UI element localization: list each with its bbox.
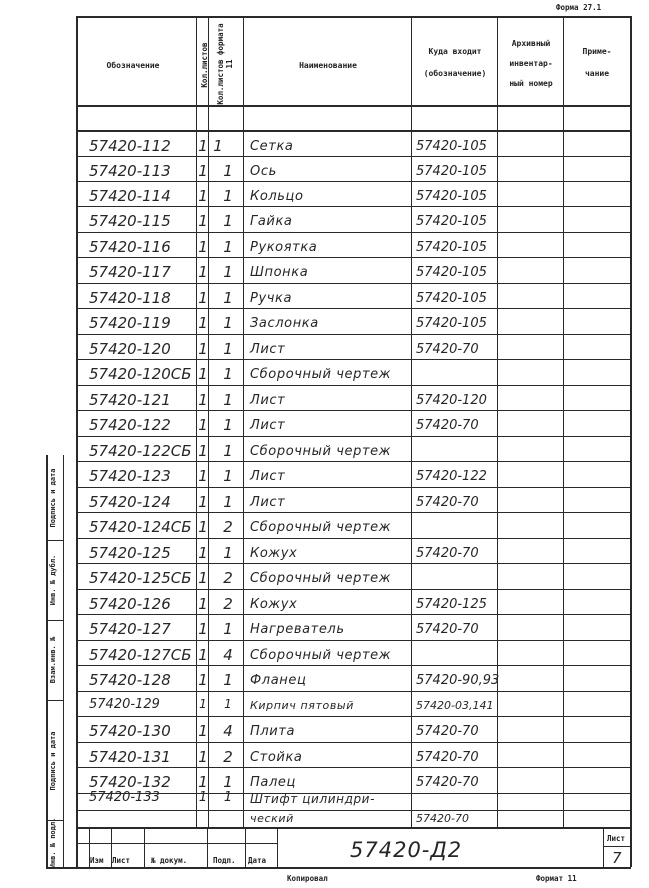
row-qty-format: 1 <box>213 137 223 155</box>
row-name: ческий <box>250 812 294 825</box>
tb-data: Дата <box>248 856 267 865</box>
footer-format: Формат 11 <box>536 874 577 883</box>
row-qty-sheets: 1 <box>198 263 208 281</box>
header-archive-1: Архивный <box>511 39 551 48</box>
tb-doc-no: № докум. <box>151 856 188 865</box>
row-name: Рукоятка <box>250 240 318 255</box>
row-code: 57420-120СБ <box>89 365 192 383</box>
row-qty-sheets: 1 <box>198 314 208 332</box>
row-qty-format: 1 <box>223 544 233 562</box>
row-name: Лист <box>250 393 286 408</box>
row-name: Кирпич пятовый <box>250 699 354 712</box>
row-where-used: 57420-70 <box>416 812 469 825</box>
form-label: Форма 27.1 <box>556 3 602 12</box>
row-code: 57420-115 <box>89 212 171 230</box>
row-name: Сборочный чертеж <box>250 520 392 535</box>
tb-podp: Подп. <box>213 856 236 865</box>
header-note-2: чание <box>584 69 610 78</box>
side-inv-orig: Инв. № подл. <box>49 817 57 869</box>
row-code: 57420-127СБ <box>89 646 192 664</box>
row-qty-format: 1 <box>223 289 233 307</box>
row-qty-format: 1 <box>223 773 233 791</box>
footer-copied: Копировал <box>287 874 328 883</box>
row-name: Сборочный чертеж <box>250 648 392 663</box>
row-where-used: 57420-105 <box>416 214 487 229</box>
row-where-used: 57420-70 <box>416 750 479 765</box>
row-where-used: 57420-70 <box>416 495 479 510</box>
row-name: Лист <box>250 469 286 484</box>
row-where-used: 57420-03,141 <box>416 699 494 712</box>
row-name: Ручка <box>250 291 293 306</box>
row-qty-format: 1 <box>223 790 233 805</box>
row-qty-sheets: 1 <box>198 416 208 434</box>
row-code: 57420-118 <box>89 289 171 307</box>
row-where-used: 57420-105 <box>416 139 487 154</box>
row-code: 57420-117 <box>89 263 171 281</box>
row-qty-sheets: 1 <box>198 518 208 536</box>
row-name: Стойка <box>250 750 303 765</box>
row-qty-format: 1 <box>223 162 233 180</box>
row-qty-sheets: 1 <box>198 212 208 230</box>
side-vzam-inv: Взам.инв. № <box>49 636 57 684</box>
header-archive-3: ный номер <box>509 79 553 88</box>
header-where-used-2: (обозначение) <box>423 69 487 78</box>
row-qty-sheets: 1 <box>198 365 208 383</box>
row-qty-format: 2 <box>223 748 233 766</box>
row-code: 57420-132 <box>89 773 171 791</box>
row-name: Гайка <box>250 214 293 229</box>
row-name: Фланец <box>250 673 307 688</box>
row-name: Заслонка <box>250 316 319 331</box>
header-qty-sheets: Кол.листов <box>200 42 209 88</box>
row-code: 57420-131 <box>89 748 171 766</box>
row-name: Плита <box>250 724 296 739</box>
row-qty-sheets: 1 <box>198 162 208 180</box>
row-qty-sheets: 1 <box>198 289 208 307</box>
row-code: 57420-120 <box>89 340 171 358</box>
header-designation: Обозначение <box>106 61 160 70</box>
row-qty-format: 1 <box>223 187 233 205</box>
row-qty-sheets: 1 <box>198 595 208 613</box>
row-qty-format: 1 <box>223 416 233 434</box>
row-qty-format: 1 <box>223 467 233 485</box>
row-qty-sheets: 1 <box>198 748 208 766</box>
row-code: 57420-125СБ <box>89 569 192 587</box>
row-qty-format: 2 <box>223 518 233 536</box>
row-where-used: 57420-90,93 <box>416 673 500 688</box>
row-code: 57420-122СБ <box>89 442 192 460</box>
row-qty-sheets: 1 <box>198 544 208 562</box>
row-qty-format: 1 <box>223 365 233 383</box>
header-note-1: Приме- <box>582 47 612 56</box>
row-code: 57420-114 <box>89 187 171 205</box>
row-code: 57420-127 <box>89 620 171 638</box>
header-archive-2: инвентар- <box>509 59 553 68</box>
row-qty-sheets: 1 <box>198 569 208 587</box>
side-sign-date-2: Подпись и дата <box>49 468 57 528</box>
side-sign-date-1: Подпись и дата <box>49 731 57 791</box>
row-code: 57420-121 <box>89 391 171 409</box>
row-qty-sheets: 1 <box>198 187 208 205</box>
row-name: Лист <box>250 418 286 433</box>
row-name: Сетка <box>250 139 294 154</box>
row-where-used: 57420-70 <box>416 546 479 561</box>
row-qty-format: 1 <box>223 314 233 332</box>
row-qty-sheets: 1 <box>198 671 208 689</box>
row-where-used: 57420-70 <box>416 775 479 790</box>
row-qty-format: 1 <box>223 671 233 689</box>
sheet-number: 7 <box>612 849 622 867</box>
tb-izm: Изм <box>90 856 104 865</box>
row-name: Сборочный чертеж <box>250 571 392 586</box>
row-code: 57420-124СБ <box>89 518 192 536</box>
row-name: Шпонка <box>250 265 309 280</box>
row-qty-format: 1 <box>223 493 233 511</box>
row-qty-sheets: 1 <box>198 773 208 791</box>
tb-sheet-label: Лист <box>607 834 626 843</box>
row-code: 57420-113 <box>89 162 171 180</box>
row-qty-format: 1 <box>223 263 233 281</box>
row-code: 57420-119 <box>89 314 171 332</box>
row-code: 57420-126 <box>89 595 171 613</box>
row-code: 57420-124 <box>89 493 171 511</box>
row-code: 57420-133 <box>89 790 160 805</box>
row-qty-sheets: 1 <box>198 467 208 485</box>
row-qty-sheets: 1 <box>198 238 208 256</box>
row-qty-sheets: 1 <box>198 391 208 409</box>
row-name: Ось <box>250 164 277 179</box>
row-where-used: 57420-105 <box>416 189 487 204</box>
row-code: 57420-128 <box>89 671 171 689</box>
row-name: Лист <box>250 495 286 510</box>
row-code: 57420-125 <box>89 544 171 562</box>
row-where-used: 57420-105 <box>416 291 487 306</box>
row-code: 57420-112 <box>89 137 171 155</box>
row-name: Сборочный чертеж <box>250 367 392 382</box>
row-qty-sheets: 1 <box>198 442 208 460</box>
row-name: Кольцо <box>250 189 304 204</box>
side-inv-dubl: Инв. № дубл. <box>49 554 57 606</box>
row-qty-sheets: 1 <box>198 620 208 638</box>
row-where-used: 57420-122 <box>416 469 487 484</box>
header-where-used-1: Куда входит <box>428 47 482 56</box>
row-qty-sheets: 1 <box>198 722 208 740</box>
row-where-used: 57420-105 <box>416 265 487 280</box>
row-code: 57420-123 <box>89 467 171 485</box>
row-qty-sheets: 1 <box>198 646 208 664</box>
row-qty-sheets: 1 <box>198 493 208 511</box>
row-qty-sheets: 1 <box>198 137 208 155</box>
row-qty-format: 1 <box>223 238 233 256</box>
row-name: Кожух <box>250 546 298 561</box>
row-code: 57420-129 <box>89 697 160 712</box>
document-code: 57420-Д2 <box>350 838 463 862</box>
row-where-used: 57420-125 <box>416 597 487 612</box>
row-name: Сборочный чертеж <box>250 444 392 459</box>
row-qty-format: 4 <box>223 646 233 664</box>
row-qty-format: 1 <box>223 340 233 358</box>
row-name: Штифт цилиндри- <box>250 792 376 806</box>
row-qty-format: 1 <box>223 442 233 460</box>
row-qty-format: 2 <box>223 569 233 587</box>
row-where-used: 57420-70 <box>416 418 479 433</box>
row-where-used: 57420-70 <box>416 622 479 637</box>
tb-list: Лист <box>112 856 131 865</box>
row-code: 57420-116 <box>89 238 171 256</box>
row-where-used: 57420-120 <box>416 393 487 408</box>
row-where-used: 57420-105 <box>416 316 487 331</box>
row-qty-format: 4 <box>223 722 233 740</box>
row-code: 57420-122 <box>89 416 171 434</box>
row-qty-sheets: 1 <box>199 697 207 711</box>
row-name: Лист <box>250 342 286 357</box>
row-code: 57420-130 <box>89 722 171 740</box>
row-qty-format: 1 <box>224 697 232 711</box>
row-where-used: 57420-105 <box>416 240 487 255</box>
row-qty-format: 1 <box>223 212 233 230</box>
row-qty-sheets: 1 <box>198 790 208 805</box>
row-name: Палец <box>250 775 296 790</box>
row-where-used: 57420-70 <box>416 342 479 357</box>
header-name: Наименование <box>299 61 357 70</box>
row-qty-format: 1 <box>223 391 233 409</box>
row-where-used: 57420-70 <box>416 724 479 739</box>
row-qty-sheets: 1 <box>198 340 208 358</box>
row-qty-format: 1 <box>223 620 233 638</box>
row-name: Нагреватель <box>250 622 345 637</box>
header-qty-format: Кол.листов формата 11 <box>216 23 234 105</box>
row-name: Кожух <box>250 597 298 612</box>
row-where-used: 57420-105 <box>416 164 487 179</box>
row-qty-format: 2 <box>223 595 233 613</box>
